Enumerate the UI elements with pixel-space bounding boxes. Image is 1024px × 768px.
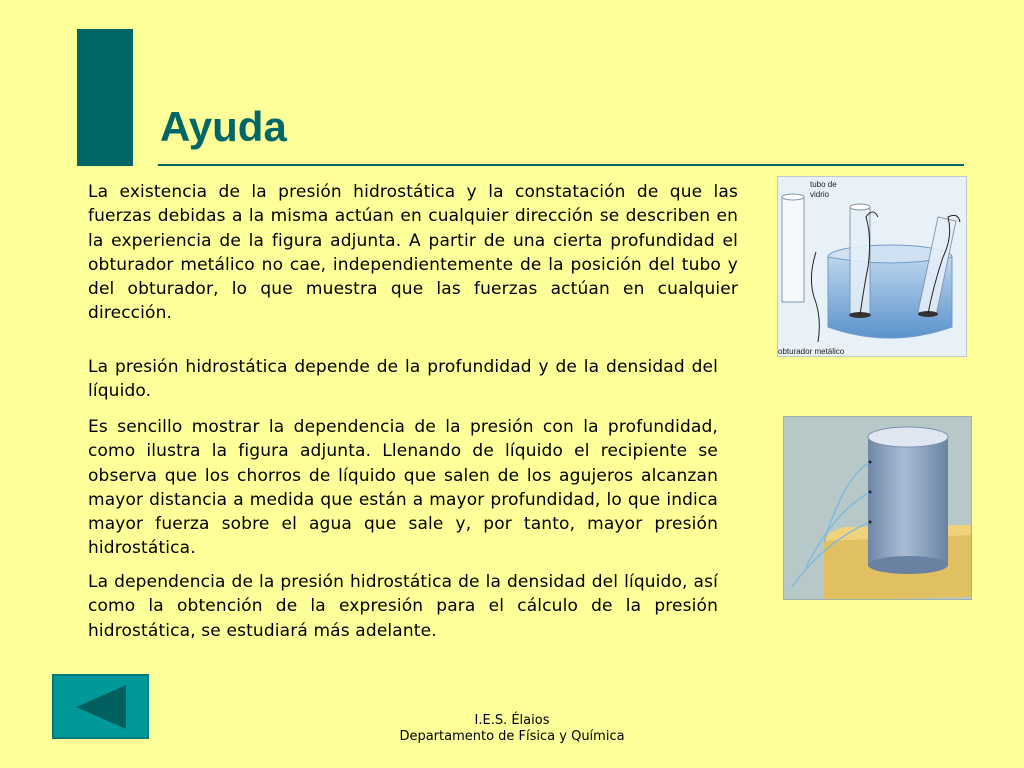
title-divider (158, 164, 964, 166)
paragraph-depends-depth-density: La presión hidrostática depende de la profundidad y de la densidad del líquido. (88, 357, 718, 402)
page-title: Ayuda (160, 103, 287, 150)
footer-department: Departamento de Física y Química (399, 729, 625, 744)
paragraph-depth-experiment: Es sencillo mostrar la dependencia de la presión con la profundidad, como ilustra la figura adjunta. Llenando de líquido el recipiente se observa que los chorros de líquido que salen de los agujeros alcanzan mayor distancia a medida que están a mayor profundidad, lo que indica mayor fuerza sobre el agua que sale y, por tanto, mayor presión hidrostática. (88, 417, 718, 559)
plug-label: obturador metálico (778, 347, 845, 356)
footer (312, 713, 712, 745)
paragraph-density-later: La dependencia de la presión hidrostática de la densidad del líquido, así como la obtención de la expresión para el cálculo de la presión hidrostática, se estudiará más adelante. (88, 572, 718, 641)
paragraph-hydrostatic-existence: La existencia de la presión hidrostática y la constatación de que las fuerzas debidas a la misma actúan en cualquier dirección se describen en la experiencia de la figura adjunta. A partir de una cierta profundidad el obturador metálico no cae, independientemente de la posición del tubo y del obturador, lo que muestra que las fuerzas actúan en cualquier dirección. (88, 182, 738, 324)
tube-label: tubo de (810, 180, 837, 189)
title-accent-bar (77, 29, 133, 166)
tube-label-2: vidrio (810, 190, 830, 199)
water-jets-figure (783, 416, 972, 600)
glass-tube-figure (777, 176, 967, 357)
back-button[interactable] (52, 674, 149, 739)
triangle-left-icon (54, 676, 147, 737)
footer-school: I.E.S. Élaios (474, 713, 550, 728)
